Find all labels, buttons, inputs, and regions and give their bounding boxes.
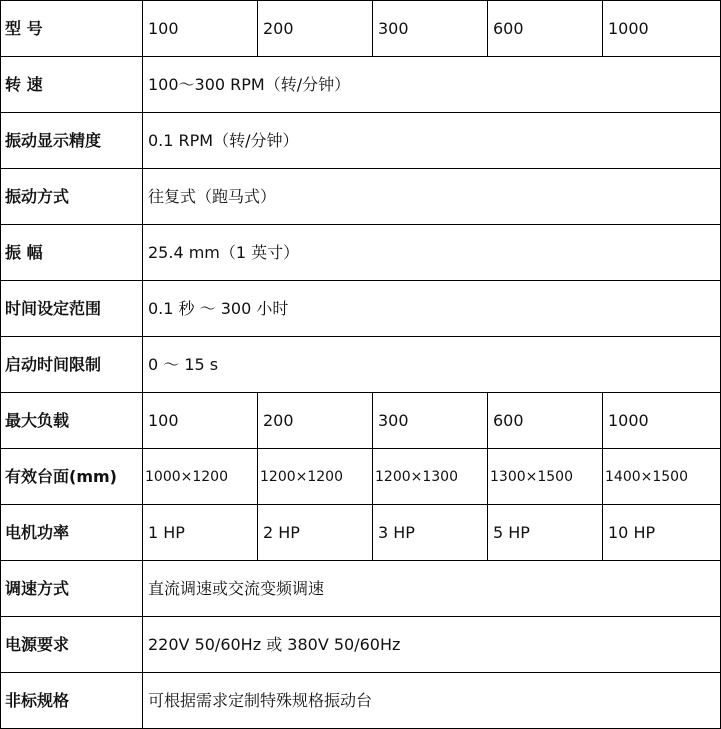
mode-value: 往复式（跑马式） [143, 169, 721, 225]
table-size-value: 1200×1300 [373, 449, 488, 505]
row-amplitude [1, 225, 721, 281]
load-value: 100 [143, 393, 258, 449]
table-size-value: 1300×1500 [488, 449, 603, 505]
row-timer [1, 281, 721, 337]
row-label: 最大负载 [1, 393, 143, 449]
row-label: 转 速 [1, 57, 143, 113]
row-label: 振 幅 [1, 225, 143, 281]
motor-value: 10 HP [603, 505, 721, 561]
row-power [1, 617, 721, 673]
precision-value: 0.1 RPM（转/分钟） [143, 113, 721, 169]
model-value: 100 [143, 1, 258, 57]
row-label: 调速方式 [1, 561, 143, 617]
row-mode [1, 169, 721, 225]
model-value: 1000 [603, 1, 721, 57]
row-speed [1, 57, 721, 113]
row-label: 有效台面(mm) [1, 449, 143, 505]
startup-value: 0 ～ 15 s [143, 337, 721, 393]
row-label: 电机功率 [1, 505, 143, 561]
row-model [1, 1, 721, 57]
timer-value: 0.1 秒 ～ 300 小时 [143, 281, 721, 337]
row-label: 电源要求 [1, 617, 143, 673]
speed-value: 100～300 RPM（转/分钟） [143, 57, 721, 113]
table-size-value: 1400×1500 [603, 449, 721, 505]
motor-value: 3 HP [373, 505, 488, 561]
row-motor [1, 505, 721, 561]
row-speed-control [1, 561, 721, 617]
model-value: 200 [258, 1, 373, 57]
load-value: 600 [488, 393, 603, 449]
table-size-value: 1000×1200 [143, 449, 258, 505]
custom-value: 可根据需求定制特殊规格振动台 [143, 673, 721, 729]
motor-value: 2 HP [258, 505, 373, 561]
amplitude-value: 25.4 mm（1 英寸） [143, 225, 721, 281]
row-label: 振动显示精度 [1, 113, 143, 169]
row-custom [1, 673, 721, 729]
table-size-value: 1200×1200 [258, 449, 373, 505]
speed-control-value: 直流调速或交流变频调速 [143, 561, 721, 617]
load-value: 200 [258, 393, 373, 449]
row-precision [1, 113, 721, 169]
row-startup [1, 337, 721, 393]
row-label: 振动方式 [1, 169, 143, 225]
load-value: 1000 [603, 393, 721, 449]
row-load [1, 393, 721, 449]
load-value: 300 [373, 393, 488, 449]
power-value: 220V 50/60Hz 或 380V 50/60Hz [143, 617, 721, 673]
motor-value: 1 HP [143, 505, 258, 561]
row-table-size [1, 449, 721, 505]
row-label: 型 号 [1, 1, 143, 57]
motor-value: 5 HP [488, 505, 603, 561]
row-label: 时间设定范围 [1, 281, 143, 337]
model-value: 600 [488, 1, 603, 57]
row-label: 非标规格 [1, 673, 143, 729]
row-label: 启动时间限制 [1, 337, 143, 393]
model-value: 300 [373, 1, 488, 57]
